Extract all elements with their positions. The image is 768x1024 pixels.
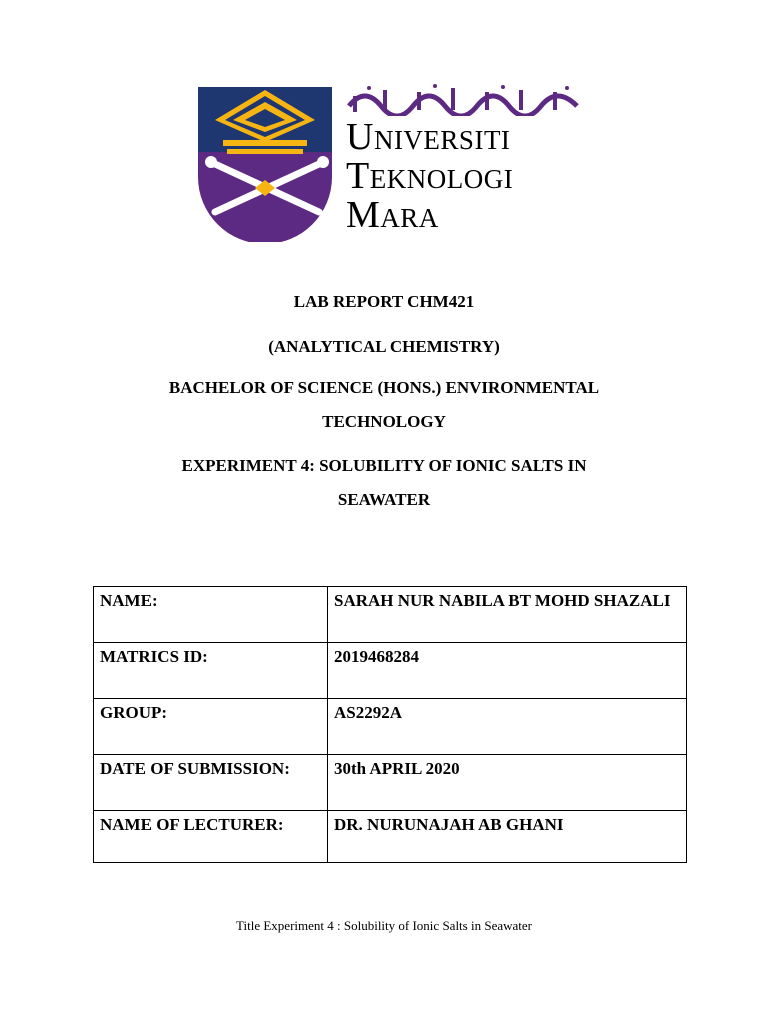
group-label: GROUP: [94, 699, 328, 755]
table-row [94, 587, 687, 643]
university-line-3: Mara [346, 194, 439, 236]
jawi-script-icon [345, 82, 585, 116]
table-row [94, 699, 687, 755]
table-row [94, 755, 687, 811]
matrics-id-value: 2019468284 [328, 643, 687, 699]
student-info-table [93, 586, 687, 863]
lecturer-label: NAME OF LECTURER: [94, 811, 328, 863]
university-line-1: Universiti [346, 116, 511, 158]
university-wordmark [346, 118, 513, 235]
jawi-wordmark [345, 82, 585, 116]
experiment-title-line-2: SEAWATER [337, 490, 431, 509]
group-value: AS2292A [328, 699, 687, 755]
matrics-id-label: MATRICS ID: [94, 643, 328, 699]
name-value: SARAH NUR NABILA BT MOHD SHAZALI [328, 587, 687, 643]
uitm-crest-icon [197, 82, 337, 242]
lecturer-value: DR. NURUNAJAH AB GHANI [328, 811, 687, 863]
date-of-submission-value: 30th APRIL 2020 [328, 755, 687, 811]
programme-line-2: TECHNOLOGY [322, 412, 446, 431]
course-name: (ANALYTICAL CHEMISTRY) [268, 337, 500, 356]
page-footer: Title Experiment 4 : Solubility of Ionic Salts in Seawater [236, 918, 532, 933]
report-title: LAB REPORT CHM421 [293, 292, 475, 311]
name-label: NAME: [94, 587, 328, 643]
table-row [94, 643, 687, 699]
date-of-submission-label: DATE OF SUBMISSION: [94, 755, 328, 811]
experiment-title-line-1: EXPERIMENT 4: SOLUBILITY OF IONIC SALTS IN [181, 456, 587, 475]
programme-line-1: BACHELOR OF SCIENCE (HONS.) ENVIRONMENTAL [168, 378, 600, 397]
university-line-2: Teknologi [346, 155, 514, 197]
table-row [94, 811, 687, 863]
